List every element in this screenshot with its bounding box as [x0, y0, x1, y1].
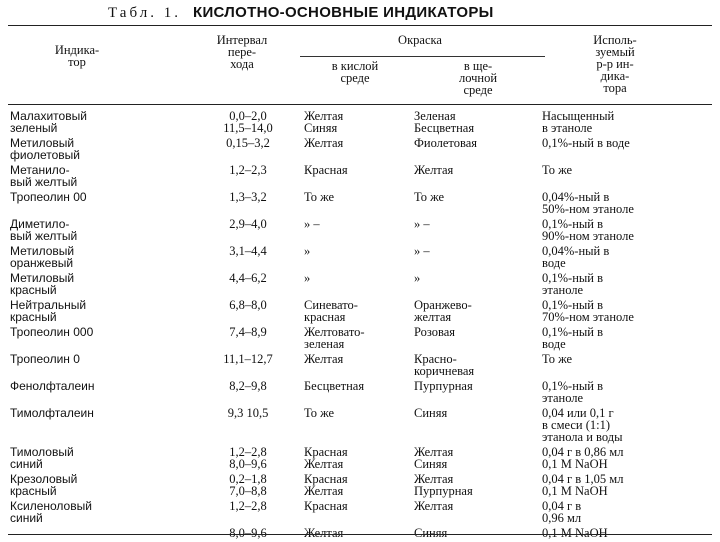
- indicator-name: Тропеолин 000: [10, 325, 94, 339]
- base-color: Желтая: [414, 445, 454, 459]
- indicator-name-cell: [10, 218, 192, 245]
- table-row: [10, 191, 712, 218]
- transition-interval: 4,4–6,2: [229, 271, 267, 285]
- top-rule: [8, 25, 712, 26]
- indicator-name: Метиловый: [10, 271, 75, 285]
- indicator-name: синий: [10, 457, 43, 471]
- indicator-solution-cell: [542, 446, 712, 473]
- indicator-solution: в смеси (1:1): [542, 418, 611, 432]
- acid-color: Желтая: [304, 457, 344, 471]
- indicator-name-cell: [10, 353, 192, 380]
- indicator-solution: 0,04 г в: [542, 499, 582, 513]
- indicator-name: Тропеолин 0: [10, 352, 80, 366]
- indicator-solution-cell: [542, 137, 712, 164]
- indicator-name: Тимоловый: [10, 445, 74, 459]
- indicator-solution-cell: [542, 326, 712, 353]
- table-row: [10, 137, 712, 164]
- indicator-name: красный: [10, 310, 57, 324]
- base-color-cell: [414, 272, 542, 299]
- indicator-solution: этаноле: [542, 283, 584, 297]
- base-color: Синяя: [414, 406, 448, 420]
- acid-color: красная: [304, 310, 346, 324]
- base-color-cell: [414, 326, 542, 353]
- acid-color-cell: [304, 137, 414, 164]
- indicator-solution: 50%-ном этаноле: [542, 202, 634, 216]
- indicator-name: зеленый: [10, 121, 58, 135]
- indicator-name: красный: [10, 283, 57, 297]
- indicator-solution: 0,04%-ный в: [542, 190, 610, 204]
- acid-color: Синевато-: [304, 298, 358, 312]
- transition-interval-cell: [192, 353, 304, 380]
- transition-interval: 11,5–14,0: [223, 121, 273, 135]
- indicator-name: оранжевый: [10, 256, 74, 270]
- table-row: [10, 407, 712, 446]
- indicator-solution: 70%-ном этаноле: [542, 310, 634, 324]
- header-interval: Интервал пере- хода: [216, 33, 268, 71]
- transition-interval: 0,0–2,0: [229, 109, 267, 123]
- base-color: » –: [414, 217, 430, 231]
- base-color: » –: [414, 244, 430, 258]
- acid-color-cell: [304, 407, 414, 446]
- base-color-cell: [414, 137, 542, 164]
- base-color: Пурпурная: [414, 379, 473, 393]
- indicator-solution-cell: [542, 218, 712, 245]
- base-color: Синяя: [414, 526, 448, 540]
- transition-interval: 0,2–1,8: [229, 472, 267, 486]
- acid-color-cell: [304, 473, 414, 500]
- acid-color: Бесцветная: [304, 379, 365, 393]
- base-color: Желтая: [414, 499, 454, 513]
- base-color-cell: [414, 407, 542, 446]
- header-rule: [8, 104, 712, 105]
- indicator-name-cell: [10, 245, 192, 272]
- base-color: Розовая: [414, 325, 456, 339]
- indicator-solution: 0,04 г в 1,05 мл: [542, 472, 624, 486]
- indicator-name: Малахитовый: [10, 109, 87, 123]
- base-color-cell: [414, 473, 542, 500]
- indicator-solution: этаноле: [542, 391, 584, 405]
- transition-interval-cell: [192, 245, 304, 272]
- acid-color: Красная: [304, 445, 348, 459]
- indicator-solution: Насыщенный: [542, 109, 615, 123]
- transition-interval-cell: [192, 500, 304, 527]
- base-color-cell: [414, 110, 542, 137]
- base-color: То же: [414, 190, 445, 204]
- table-row: [10, 218, 712, 245]
- table-row: [10, 164, 712, 191]
- indicator-name: Ксиленоловый: [10, 499, 92, 513]
- transition-interval-cell: [192, 191, 304, 218]
- indicator-name: Тимолфталеин: [10, 406, 94, 420]
- indicator-solution: 0,04 или 0,1 г: [542, 406, 614, 420]
- bottom-rule: [8, 534, 712, 535]
- base-color: Зеленая: [414, 109, 456, 123]
- acid-color: Желтая: [304, 109, 344, 123]
- indicator-solution-cell: [542, 299, 712, 326]
- table-row: [10, 326, 712, 353]
- base-color-cell: [414, 380, 542, 407]
- transition-interval-cell: [192, 272, 304, 299]
- transition-interval-cell: [192, 326, 304, 353]
- indicator-name: фиолетовый: [10, 148, 81, 162]
- transition-interval-cell: [192, 137, 304, 164]
- transition-interval: 0,15–3,2: [226, 136, 270, 150]
- indicator-solution: 0,1 М NaOH: [542, 457, 608, 471]
- indicator-name: Метиловый: [10, 244, 75, 258]
- transition-interval: 2,9–4,0: [229, 217, 267, 231]
- acid-color-cell: [304, 500, 414, 527]
- acid-color-cell: [304, 380, 414, 407]
- indicator-solution: То же: [542, 352, 573, 366]
- base-color-cell: [414, 191, 542, 218]
- header-color: Окраска: [398, 33, 442, 47]
- indicator-name: Метанило-: [10, 163, 70, 177]
- transition-interval-cell: [192, 110, 304, 137]
- indicator-solution: 0,1 М NaOH: [542, 526, 608, 540]
- transition-interval: 9,3 10,5: [227, 406, 269, 420]
- indicator-name-cell: [10, 137, 192, 164]
- acid-color: Желтая: [304, 484, 344, 498]
- indicator-solution: 0,04 г в 0,86 мл: [542, 445, 624, 459]
- base-color-cell: [414, 218, 542, 245]
- acid-color: То же: [304, 406, 335, 420]
- transition-interval-cell: [192, 164, 304, 191]
- indicator-solution-cell: [542, 110, 712, 137]
- indicator-solution: 0,96 мл: [542, 511, 582, 525]
- indicator-solution-cell: [542, 380, 712, 407]
- table-row: [10, 473, 712, 500]
- acid-color: Желтовато-: [304, 325, 365, 339]
- table-row: [10, 245, 712, 272]
- header-base: в ще- лочной среде: [458, 59, 498, 97]
- table-row: [10, 272, 712, 299]
- transition-interval: 1,3–3,2: [229, 190, 267, 204]
- indicator-solution-cell: [542, 191, 712, 218]
- acid-color: Красная: [304, 499, 348, 513]
- base-color: Красно-: [414, 352, 457, 366]
- acid-color: То же: [304, 190, 335, 204]
- indicator-solution: 0,1%-ный в: [542, 379, 604, 393]
- transition-interval: 3,1–4,4: [229, 244, 267, 258]
- transition-interval: 8,2–9,8: [229, 379, 267, 393]
- indicator-solution-cell: [542, 245, 712, 272]
- base-color-cell: [414, 500, 542, 527]
- indicator-name: красный: [10, 484, 57, 498]
- indicator-solution: воде: [542, 337, 566, 351]
- transition-interval: 7,0–8,8: [229, 484, 267, 498]
- indicator-name: вый желтый: [10, 229, 78, 243]
- acid-color-cell: [304, 272, 414, 299]
- base-color: Оранжево-: [414, 298, 472, 312]
- indicator-solution: 0,04%-ный в: [542, 244, 610, 258]
- transition-interval-cell: [192, 380, 304, 407]
- indicator-name: синий: [10, 511, 43, 525]
- indicator-name-cell: [10, 272, 192, 299]
- caption-label: Табл. 1.: [108, 5, 181, 21]
- indicator-solution-cell: [542, 500, 712, 527]
- indicator-solution: То же: [542, 163, 573, 177]
- transition-interval: 11,1–12,7: [223, 352, 273, 366]
- indicator-solution: 0,1%-ный в: [542, 325, 604, 339]
- indicator-name: вый желтый: [10, 175, 78, 189]
- indicator-name-cell: [10, 191, 192, 218]
- base-color-cell: [414, 299, 542, 326]
- acid-color-cell: [304, 164, 414, 191]
- indicator-name-cell: [10, 446, 192, 473]
- table-row: [10, 299, 712, 326]
- transition-interval-cell: [192, 473, 304, 500]
- caption-title: КИСЛОТНО-ОСНОВНЫЕ ИНДИКАТОРЫ: [193, 4, 494, 21]
- base-color: »: [414, 271, 421, 285]
- indicator-name: Диметило-: [10, 217, 70, 231]
- acid-color: Желтая: [304, 352, 344, 366]
- acid-color-cell: [304, 110, 414, 137]
- base-color: Фиолетовая: [414, 136, 478, 150]
- acid-color: Синяя: [304, 121, 338, 135]
- indicator-solution: 0,1 М NaOH: [542, 484, 608, 498]
- indicator-solution: 0,1%-ный в: [542, 217, 604, 231]
- indicator-name-cell: [10, 380, 192, 407]
- indicator-solution-cell: [542, 473, 712, 500]
- indicator-solution-cell: [542, 353, 712, 380]
- indicator-solution: 90%-ном этаноле: [542, 229, 634, 243]
- header-acid: в кислой среде: [331, 59, 379, 85]
- acid-color-cell: [304, 353, 414, 380]
- indicator-solution: этанола и воды: [542, 430, 623, 444]
- acid-color-cell: [304, 245, 414, 272]
- indicator-name: Крезоловый: [10, 472, 78, 486]
- base-color: Пурпурная: [414, 484, 473, 498]
- acid-color: »: [304, 271, 311, 285]
- indicator-solution: воде: [542, 256, 566, 270]
- transition-interval-cell: [192, 299, 304, 326]
- table-row: [10, 353, 712, 380]
- indicator-name-cell: [10, 500, 192, 527]
- indicator-name: Нейтральный: [10, 298, 87, 312]
- indicator-solution: 0,1%-ный в: [542, 298, 604, 312]
- acid-color: » –: [304, 217, 320, 231]
- transition-interval: 1,2–2,8: [229, 499, 267, 513]
- transition-interval-cell: [192, 446, 304, 473]
- acid-color-cell: [304, 446, 414, 473]
- base-color: желтая: [414, 310, 452, 324]
- acid-color: Красная: [304, 472, 348, 486]
- transition-interval-cell: [192, 407, 304, 446]
- acid-color: Желтая: [304, 136, 344, 150]
- base-color: Бесцветная: [414, 121, 475, 135]
- indicator-name-cell: [10, 407, 192, 446]
- base-color-cell: [414, 353, 542, 380]
- indicator-solution: 0,1%-ный в воде: [542, 136, 630, 150]
- indicator-name: Тропеолин 00: [10, 190, 87, 204]
- acid-color-cell: [304, 191, 414, 218]
- indicator-solution-cell: [542, 164, 712, 191]
- acid-color-cell: [304, 326, 414, 353]
- acid-color: зеленая: [304, 337, 345, 351]
- indicator-name-cell: [10, 110, 192, 137]
- indicator-solution-cell: [542, 272, 712, 299]
- transition-interval: 7,4–8,9: [229, 325, 267, 339]
- indicator-solution-cell: [542, 407, 712, 446]
- acid-color: Красная: [304, 163, 348, 177]
- base-color-cell: [414, 446, 542, 473]
- transition-interval: 8,0–9,6: [229, 457, 267, 471]
- transition-interval: 1,2–2,8: [229, 445, 267, 459]
- acid-color-cell: [304, 299, 414, 326]
- header-indicator: Индика- тор: [54, 43, 100, 69]
- transition-interval: 8,0–9,6: [229, 526, 267, 540]
- table-caption: [108, 4, 494, 22]
- indicator-solution: 0,1%-ный в: [542, 271, 604, 285]
- indicator-name-cell: [10, 299, 192, 326]
- indicator-name-cell: [10, 326, 192, 353]
- table-row: [10, 446, 712, 473]
- indicator-table: [10, 110, 712, 542]
- color-subheader-rule: [300, 56, 545, 57]
- acid-color: »: [304, 244, 311, 258]
- indicator-name: Метиловый: [10, 136, 75, 150]
- transition-interval: 6,8–8,0: [229, 298, 267, 312]
- acid-color: Желтая: [304, 526, 344, 540]
- transition-interval-cell: [192, 218, 304, 245]
- base-color-cell: [414, 245, 542, 272]
- base-color: Желтая: [414, 472, 454, 486]
- base-color: Синяя: [414, 457, 448, 471]
- transition-interval: 1,2–2,3: [229, 163, 267, 177]
- indicator-solution: в этаноле: [542, 121, 593, 135]
- indicator-name-cell: [10, 164, 192, 191]
- base-color: коричневая: [414, 364, 475, 378]
- header-solution: Исполь- зуемый р-р ин- дика- тора: [593, 33, 637, 95]
- indicator-name: Фенолфталеин: [10, 379, 95, 393]
- base-color-cell: [414, 164, 542, 191]
- table-row: [10, 380, 712, 407]
- indicator-name-cell: [10, 473, 192, 500]
- base-color: Желтая: [414, 163, 454, 177]
- acid-color-cell: [304, 218, 414, 245]
- table-row: [10, 110, 712, 137]
- table-row: [10, 500, 712, 527]
